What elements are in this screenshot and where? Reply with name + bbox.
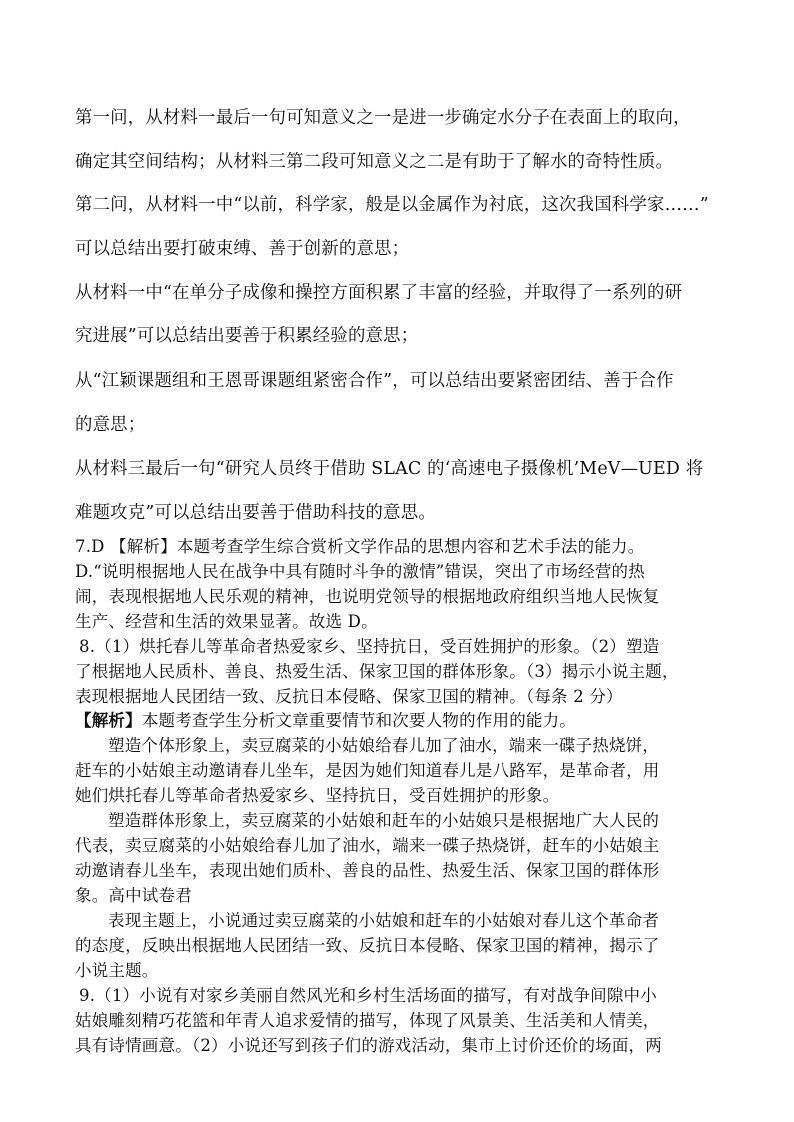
text-line: 从材料三最后一句“研究人员终于借助 SLAC 的‘高速电子摄像机’MeV—UED 将 [75,459,704,479]
text-line: 第一问，从材料一最后一句可知意义之一是进一步确定水分子在表面上的取向， [75,108,691,128]
text-line: 塑造群体形象上，卖豆腐菜的小姑娘和赶车的小姑娘只是根据地广大人民的 [108,811,660,830]
text-line: 赶车的小姑娘主动邀请春儿坐车，是因为她们知道春儿是八路军，是革命者，用 [75,761,660,780]
text-line: 表现根据地人民团结一致、反抗日本侵略、保家卫国的精神。（每条 2 分） [75,687,623,706]
analysis-line [75,710,735,732]
text-line: 的意思； [75,415,146,435]
text-line: 象。高中试卷君 [75,886,192,905]
text-line: 具有诗情画意。（2）小说还写到孩子们的游戏活动，集市上讨价还价的场面，两 [75,1036,662,1055]
text-line: 从“江颖课题组和王恩哥课题组紧密合作”，可以总结出要紧密团结、善于合作 [75,371,674,391]
text-line: 她们烘托春儿等革命者热爱家乡、坚持抗日，受百姓拥护的形象。 [75,786,560,805]
text-line: 可以总结出要打破束缚、善于创新的意思； [75,239,410,259]
analysis-label: 【解析】 [75,711,142,730]
text-line: 确定其空间结构；从材料三第二段可知意义之二是有助于了解水的奇特性质。 [75,152,674,172]
text-line: 代表，卖豆腐菜的小姑娘给春儿加了油水，端来一碟子热烧饼，赶车的小姑娘主 [75,836,660,855]
text-line: 难题攻克”可以总结出要善于借助科技的意思。 [75,503,436,523]
text-line: 表现主题上，小说通过卖豆腐菜的小姑娘和赶车的小姑娘对春儿这个革命者 [108,911,660,930]
text-line: 动邀请春儿坐车，表现出她们质朴、善良的品性、热爱生活、保家卫国的群体形 [75,861,660,880]
text-line: D.“说明根据地人民在战争中具有随时斗争的激情”错误，突出了市场经营的热 [75,562,645,581]
analysis-text: 本题考查学生分析文章重要情节和次要人物的作用的能力。 [141,711,577,730]
text-line: 7.D 【解析】本题考查学生综合赏析文学作品的思想内容和艺术手法的能力。 [75,537,645,556]
text-line: 究进展”可以总结出要善于积累经验的意思； [75,326,419,346]
text-line: 的态度，反映出根据地人民团结一致、反抗日本侵略、保家卫国的精神，揭示了 [75,936,660,955]
text-line: 小说主题。 [75,961,159,980]
text-line: 9.（1）小说有对家乡美丽自然风光和乡村生活场面的描写，有对战争间隙中小 [79,986,657,1005]
text-line: 从材料一中“在单分子成像和操控方面积累了丰富的经验，并取得了一系列的研 [75,283,683,303]
text-line: 闹，表现根据地人民乐观的精神，也说明党领导的根据地政府组织当地人民恢复 [75,587,660,606]
text-line: 生产、经营和生活的效果显著。故选 D。 [75,612,378,631]
text-line: 8.（1）烘托春儿等革命者热爱家乡、坚持抗日，受百姓拥护的形象。（2）塑造 [79,637,660,656]
text-line: 塑造个体形象上，卖豆腐菜的小姑娘给春儿加了油水，端来一碟子热烧饼， [108,736,660,755]
text-line: 姑娘雕刻精巧花篮和年青人追求爱情的描写，体现了风景美、生活美和人情美， [75,1011,660,1030]
text-line: 了根据地人民质朴、善良、热爱生活、保家卫国的群体形象。（3）揭示小说主题， [75,662,679,681]
text-line: 第二问，从材料一中“以前，科学家，般是以金属作为衬底，这次我国科学家……” [75,195,709,215]
